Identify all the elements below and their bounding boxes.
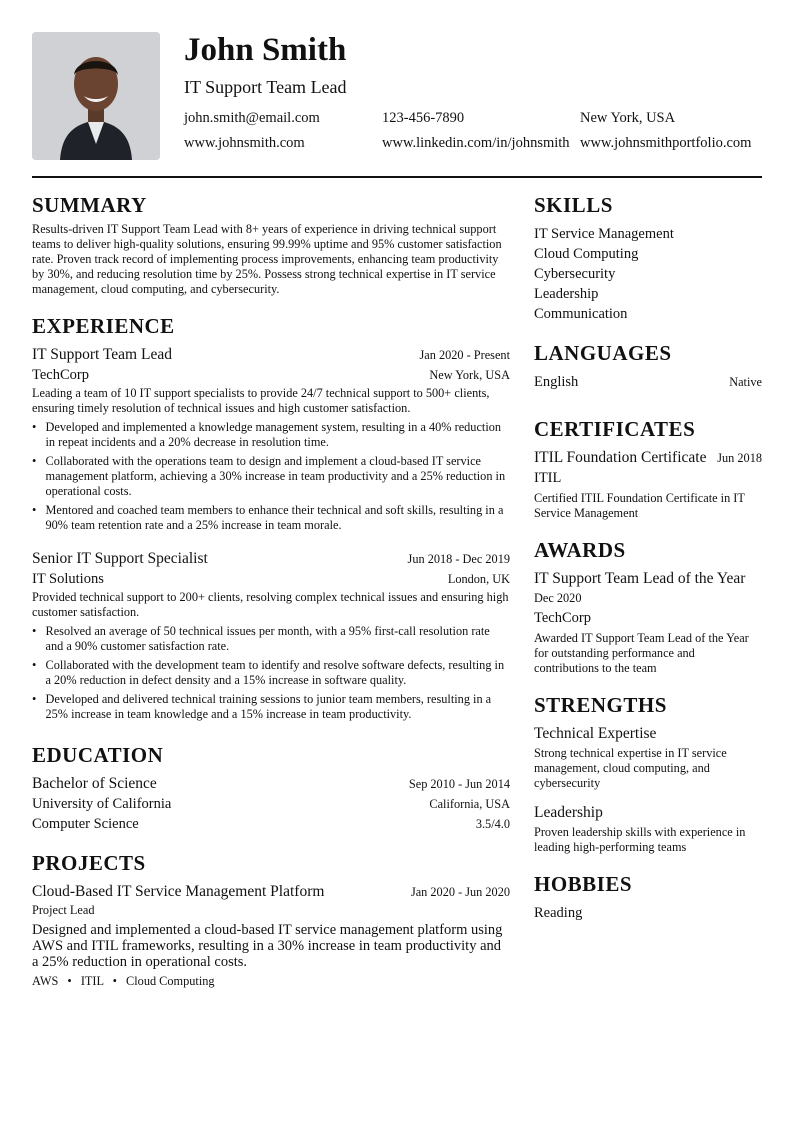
strength-entry	[534, 724, 762, 791]
job-entry	[32, 345, 510, 533]
language-name: English	[534, 374, 579, 390]
education-dates: Sep 2010 - Jun 2014	[408, 777, 510, 791]
project-tag: ITIL	[80, 974, 104, 988]
location-text: New York, USA	[580, 110, 676, 126]
project-description: Designed and implemented a cloud-based IT service management platform using AWS and ITIL frameworks, resulting in a 30% increase in team productivity and a 25% reduction in operational costs.	[32, 922, 503, 970]
skill-item: Communication	[534, 306, 628, 322]
job-description: Leading a team of 10 IT support specialists to provide 24/7 technical support to 500+ clients, ensuring timely resolution of technical issues and high customer satisfaction.	[32, 386, 490, 415]
tag-separator-icon: •	[112, 974, 117, 988]
project-tag: Cloud Computing	[126, 974, 215, 988]
candidate-name: John Smith	[184, 32, 347, 68]
tag-separator-icon: •	[67, 974, 72, 988]
job-company: IT Solutions	[32, 571, 104, 587]
field-of-study: Computer Science	[32, 816, 139, 832]
skill-item: Cybersecurity	[534, 266, 616, 282]
summary-heading: SUMMARY	[32, 193, 147, 217]
profile-photo	[32, 32, 160, 160]
bullet-icon: •	[32, 624, 37, 638]
strength-name: Leadership	[534, 804, 603, 821]
school-name: University of California	[32, 796, 172, 812]
job-bullet-item: • Resolved an average of 50 technical issues per month, with a 95% first-call resolution rate and a 90% customer satisfaction rate.	[32, 624, 490, 653]
job-bullet-item: • Developed and delivered technical training sessions to junior team members, resulting in a 25% increase in team knowledge and a 15% increase in team productivity.	[32, 692, 492, 721]
strength-description: Proven leadership skills with experience in leading high-performing teams	[534, 825, 746, 854]
job-title: IT Support Team Lead	[184, 77, 347, 97]
certificate-date: Jun 2018	[717, 451, 762, 465]
summary-text: Results-driven IT Support Team Lead with 8+ years of experience in driving technical support teams to deliver high-quality solutions, ensuring 99.99% uptime and 95% customer satisfaction rate. Proven track record of implementing process improvements, enhancing team productivity by 30%, and reducing resolution time by 25%. Possess strong technical expertise in IT service management, cloud computing, and cybersecurity.	[32, 222, 502, 296]
award-issuer: TechCorp	[534, 610, 591, 626]
job-role: IT Support Team Lead	[32, 346, 172, 363]
projects-heading: PROJECTS	[32, 851, 146, 875]
degree: Bachelor of Science	[32, 775, 157, 792]
website-link[interactable]: www.johnsmith.com	[184, 135, 305, 151]
job-location: London, UK	[447, 572, 510, 586]
email-link[interactable]: john.smith@email.com	[184, 110, 320, 126]
job-company: TechCorp	[32, 367, 89, 383]
job-location: New York, USA	[429, 368, 510, 382]
job-description: Provided technical support to 200+ clients, resolving complex technical issues and ensuring high customer satisfaction.	[32, 590, 509, 619]
award-name: IT Support Team Lead of the Year	[534, 570, 746, 587]
skills-heading: SKILLS	[534, 193, 613, 217]
left-column	[32, 192, 510, 989]
skill-item: Cloud Computing	[534, 246, 639, 262]
strength-name: Technical Expertise	[534, 725, 657, 742]
job-bullet-item: • Developed and implemented a knowledge management system, resulting in a 40% reduction in repeat incidents and a 20% decrease in resolution time.	[32, 420, 502, 449]
certificate-entry	[534, 448, 762, 521]
project-entry	[32, 882, 510, 989]
header-divider	[32, 176, 762, 178]
certificate-name: ITIL Foundation Certificate	[534, 449, 707, 466]
job-dates: Jan 2020 - Present	[419, 348, 510, 362]
experience-heading: EXPERIENCE	[32, 314, 175, 338]
gpa: 3.5/4.0	[475, 817, 510, 831]
strength-entry	[534, 803, 762, 855]
project-dates: Jan 2020 - Jun 2020	[410, 885, 510, 899]
certificate-issuer: ITIL	[534, 470, 562, 486]
school-location: California, USA	[429, 797, 510, 811]
job-bullet-item: • Mentored and coached team members to enhance their technical and soft skills, resulting in a 90% team retention rate and a 25% increase in team morale.	[32, 503, 504, 532]
portfolio-link[interactable]: www.johnsmithportfolio.com	[580, 135, 752, 151]
education-heading: EDUCATION	[32, 743, 164, 767]
job-bullets	[32, 420, 510, 533]
job-bullet-item: • Collaborated with the operations team to design and implement a cloud-based IT service management platform, achieving a 30% increase in team productivity and a 25% reduction in operational costs.	[32, 454, 506, 498]
project-tags	[32, 974, 510, 989]
job-entry	[32, 549, 510, 722]
bullet-icon: •	[32, 692, 37, 706]
certificate-description: Certified ITIL Foundation Certificate in IT Service Management	[534, 491, 745, 520]
skill-item: IT Service Management	[534, 226, 674, 242]
phone-number: 123-456-7890	[382, 110, 465, 126]
bullet-icon: •	[32, 454, 37, 468]
linkedin-link[interactable]: www.linkedin.com/in/johnsmith	[382, 135, 570, 151]
award-description: Awarded IT Support Team Lead of the Year for outstanding performance and contributions to the team	[534, 631, 749, 675]
project-role: Project Lead	[32, 903, 95, 917]
right-column	[534, 192, 762, 923]
project-name: Cloud-Based IT Service Management Platform	[32, 883, 325, 900]
job-role: Senior IT Support Specialist	[32, 550, 208, 567]
bullet-icon: •	[32, 420, 37, 434]
award-date: Dec 2020	[534, 591, 582, 605]
bullet-icon: •	[32, 503, 37, 517]
certificates-heading: CERTIFICATES	[534, 417, 696, 441]
language-level: Native	[729, 375, 762, 389]
project-tag: AWS	[32, 974, 59, 988]
job-dates: Jun 2018 - Dec 2019	[407, 552, 510, 566]
strengths-heading: STRENGTHS	[534, 693, 667, 717]
strength-description: Strong technical expertise in IT service management, cloud computing, and cybersecurity	[534, 746, 727, 790]
education-entry	[32, 774, 510, 834]
awards-heading: AWARDS	[534, 538, 626, 562]
job-bullets	[32, 624, 510, 722]
bullet-icon: •	[32, 658, 37, 672]
languages-heading: LANGUAGES	[534, 341, 672, 365]
award-entry	[534, 569, 762, 676]
skill-item: Leadership	[534, 286, 599, 302]
hobbies-heading: HOBBIES	[534, 872, 633, 896]
job-bullet-item: • Collaborated with the development team to identify and resolve software defects, resulting in a 20% reduction in defect density and a 15% increase in software quality.	[32, 658, 505, 687]
language-item	[534, 372, 762, 392]
hobby-item: Reading	[534, 905, 583, 921]
